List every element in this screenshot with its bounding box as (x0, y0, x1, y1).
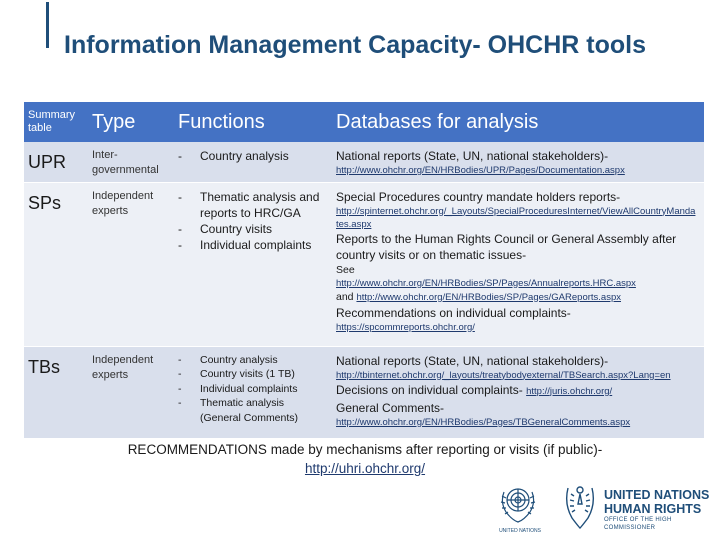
db-see-text: See (336, 263, 355, 276)
db-link[interactable]: http://spinternet.ohchr.org/_Layouts/SpecialProceduresInternet/ViewAllCountryMandates.aspx (336, 205, 696, 230)
ohchr-wordmark: UNITED NATIONS HUMAN RIGHTS OFFICE OF THE HIGH COMMISSIONER (604, 488, 710, 531)
un-caption: UNITED NATIONS (499, 528, 541, 534)
db-line: National reports (State, UN, national stakeholders)- (336, 149, 609, 163)
db-and-text: and (336, 290, 354, 303)
function-item: - Country analysis (178, 149, 289, 163)
mechanism-name: SPs (24, 182, 86, 346)
function-item: - Individual complaints (178, 237, 312, 252)
function-item: - Country visits (178, 221, 273, 236)
databases-cell (330, 142, 704, 182)
databases-cell (330, 346, 704, 438)
functions-cell (172, 142, 330, 182)
functions-cell (172, 346, 330, 438)
mechanism-type: Independent experts (86, 346, 172, 438)
mechanism-type: Inter-governmental (92, 149, 159, 176)
header-functions: Functions (178, 110, 265, 133)
db-line: Reports to the Human Rights Council or General Assembly after country visits or on thematic issues- (336, 231, 677, 262)
title-accent-bar (46, 2, 49, 48)
recommendations-text: RECOMMENDATIONS made by mechanisms after reporting or visits (if public)- (127, 442, 603, 457)
db-line: Decisions on individual complaints- (336, 382, 523, 397)
function-item: - Thematic analysis and reports to HRC/GA (178, 189, 320, 220)
header-databases: Databases for analysis (336, 110, 539, 133)
table-row-upr (24, 142, 704, 182)
uhri-link[interactable]: http://uhri.ohchr.org/ (304, 461, 426, 476)
db-link[interactable]: http://tbinternet.ohchr.org/_layouts/treatybodyexternal/TBSearch.aspx?Lang=en (336, 369, 671, 381)
mechanism-type: Independent experts (86, 182, 172, 346)
db-link[interactable]: https://spcommreports.ohchr.org/ (336, 321, 475, 333)
table-row-sps (24, 182, 704, 346)
db-line: Recommendations on individual complaints- (336, 305, 571, 320)
table-header-row (24, 102, 704, 142)
db-link[interactable]: http://www.ohchr.org/EN/HRBodies/Pages/TBGeneralComments.aspx (336, 416, 631, 428)
mechanism-name: UPR (28, 152, 67, 172)
db-link[interactable]: http://juris.ohchr.org/ (526, 385, 613, 397)
mechanism-name: TBs (24, 346, 86, 438)
db-line: General Comments- (336, 400, 445, 415)
header-type: Type (92, 110, 136, 133)
function-item: - Thematic analysis (General Comments) (178, 397, 299, 424)
function-item: - Country visits (1 TB) (178, 368, 295, 380)
db-link[interactable]: http://www.ohchr.org/EN/HRBodies/SP/Pages/Annualreports.HRC.aspx (336, 277, 636, 289)
function-item: - Individual complaints (178, 382, 298, 395)
summary-table (24, 102, 704, 438)
ohchr-emblem-icon (560, 478, 600, 534)
recommendations-note (70, 440, 660, 478)
db-line: Special Procedures country mandate holders reports- (336, 189, 621, 204)
slide-title: Information Management Capacity- OHCHR tools (64, 31, 646, 59)
db-line: National reports (State, UN, national stakeholders)- (336, 353, 609, 368)
db-link[interactable]: http://www.ohchr.org/EN/HRBodies/UPR/Pages/Documentation.aspx (336, 165, 625, 176)
table-row-tbs (24, 346, 704, 438)
functions-cell (172, 182, 330, 346)
un-emblem-icon (496, 478, 540, 534)
db-link[interactable]: http://www.ohchr.org/EN/HRBodies/SP/Pages/GAReports.aspx (356, 291, 621, 303)
databases-cell (330, 182, 704, 346)
function-item: - Country analysis (178, 353, 278, 366)
header-summary: Summary table (28, 109, 76, 134)
